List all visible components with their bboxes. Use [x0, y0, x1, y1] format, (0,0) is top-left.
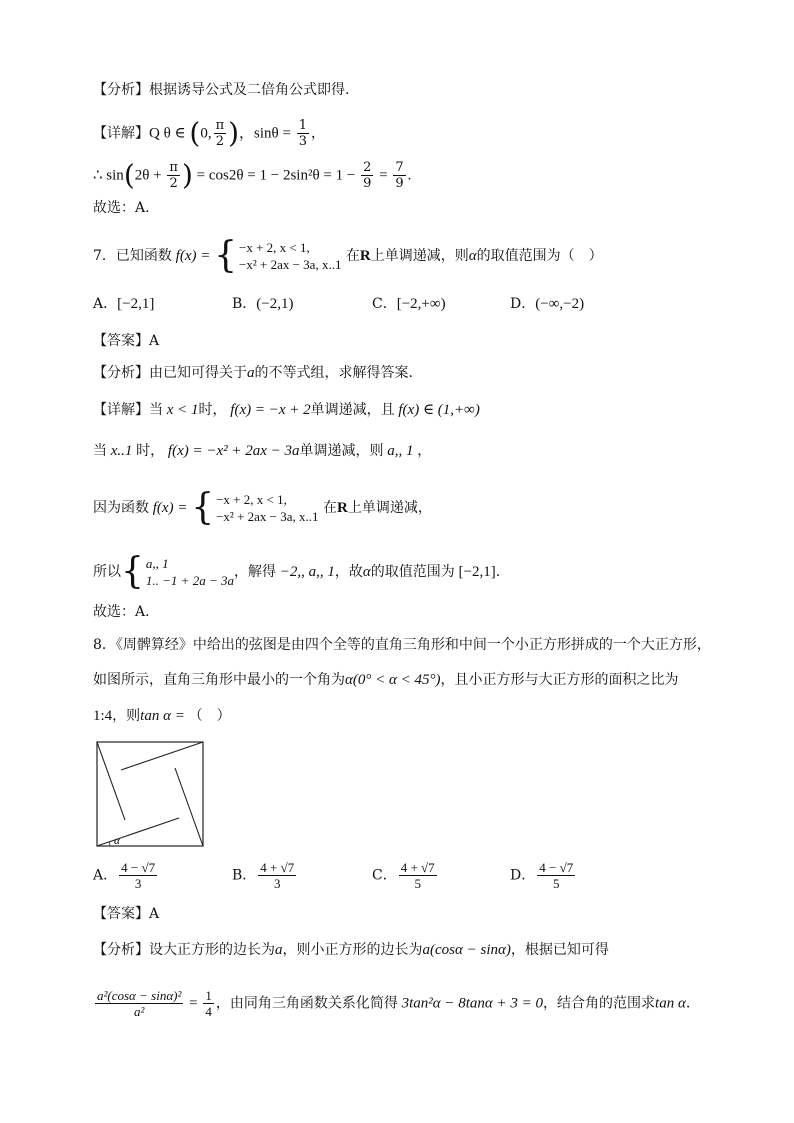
q7-answer: 【答案】A	[93, 333, 160, 349]
q8-option-b: B． $\frac{4 + √7}{3}$	[232, 860, 295, 891]
cond-theta: Q θ ∈	[149, 125, 190, 142]
detail-tag: 【详解】	[93, 125, 149, 142]
q7-analysis: 【分析】由已知可得关于a的不等式组，求解得答案．	[93, 365, 423, 381]
q7-option-a: A．[−2,1]	[93, 296, 155, 312]
fraction-pi-over-2: $\frac{\pi}{2}$	[215, 118, 225, 149]
triangle-line-4	[97, 742, 125, 820]
fraction-7-9: $\frac{7}{9}$	[395, 160, 404, 191]
q8-analysis-1: 【分析】设大正方形的边长为a，则小正方形的边长为a(cosα − sinα)，根据已知可得	[93, 942, 609, 958]
intro-detail-line: 【详解】Q θ ∈ (0, $\frac{\pi}{2}$ )，sinθ = $\frac{1}{3}$ ，	[93, 116, 325, 150]
piecewise-function: { −x + 2, x < 1, −x² + 2ax − 3a, x..1	[214, 235, 342, 276]
analysis-text: 根据诱导公式及二倍角公式即得.	[149, 82, 350, 98]
triangle-line-2	[175, 768, 203, 846]
fraction-2-9: $\frac{2}{9}$	[363, 160, 372, 191]
q8-option-d: D． $\frac{4 - √7}{5}$	[510, 860, 574, 891]
q8-stem-line-1: 8．《周髀算经》中给出的弦图是由四个全等的直角三角形和中间一个小正方形拼成的一个大正方形，	[93, 637, 711, 653]
q7-option-c: C．[−2,+∞)	[372, 296, 446, 312]
inequality-system: { a,, 1 1.. −1 + 2a − 3a	[121, 551, 234, 592]
q7-detail-1: 【详解】当 x < 1时， f(x) = −x + 2单调递减，且 f(x) ∈ (1,+∞)	[93, 402, 480, 418]
intro-analysis-line	[93, 80, 349, 100]
triangle-line-1	[97, 818, 179, 846]
ratio-equation: $\frac{\text{a²(cosα − sinα)²}}{\text{a²}}$	[97, 988, 182, 1019]
q7-option-b: B．(−2,1)	[232, 296, 294, 312]
q7-detail-4: 所以 { a,, 1 1.. −1 + 2a − 3a ，解得 −2,, a,, 1，故α的取值范围为 [−2,1].	[93, 551, 501, 592]
analysis-tag: 【分析】	[93, 82, 149, 98]
q7-option-d: D．(−∞,−2)	[510, 296, 585, 312]
q8-analysis-2: $\frac{\text{a²(cosα − sinα)²}}{\text{a²}}$ = $\frac{1}{4}$ ，由同角三角函数关系化简得 3tan²α − 8tanα + 3 = 0，结合角的范围求tan α.	[97, 988, 691, 1019]
q8-option-a: A． $\frac{4 - √7}{3}$	[93, 860, 156, 891]
q8-option-c: C． $\frac{4 + √7}{5}$	[372, 860, 435, 891]
q8-answer: 【答案】A	[93, 906, 160, 922]
alpha-label: α	[114, 835, 120, 847]
q7-detail-3: 因为函数 f(x) = { −x + 2, x < 1, −x² + 2ax − 3a, x..1 在R上单调递减，	[93, 487, 432, 528]
q7-stem: 7．已知函数 f(x) = { −x + 2, x < 1, −x² + 2ax − 3a, x..1 在R上单调递减，则α的取值范围为（ ）	[93, 235, 603, 276]
q7-detail-2: 当 x..1 时， f(x) = −x² + 2ax − 3a单调递减，则 a,, 1 ，	[93, 443, 432, 459]
big-square	[97, 742, 203, 846]
triangle-line-3	[121, 742, 203, 770]
q7-choose: 故选：A．	[93, 604, 160, 620]
pythagorean-figure	[96, 741, 204, 847]
q8-stem-line-3: 1:4，则tan α = （ ）	[93, 708, 231, 724]
intro-equation-line: ∴ sin(2θ + $\frac{\pi}{2}$ ) = cos2θ = 1 − 2sin²θ = 1 − $\frac{2}{9}$ = $\frac{7}{9}$ .	[93, 158, 412, 192]
fraction-1-3: $\frac{1}{3}$	[298, 118, 307, 149]
intro-answer-line: 故选：A.	[93, 200, 150, 216]
q8-stem-line-2: 如图所示，直角三角形中最小的一个角为α(0° < α < 45°)，且小正方形与大正方形的面积之比为	[93, 672, 679, 688]
